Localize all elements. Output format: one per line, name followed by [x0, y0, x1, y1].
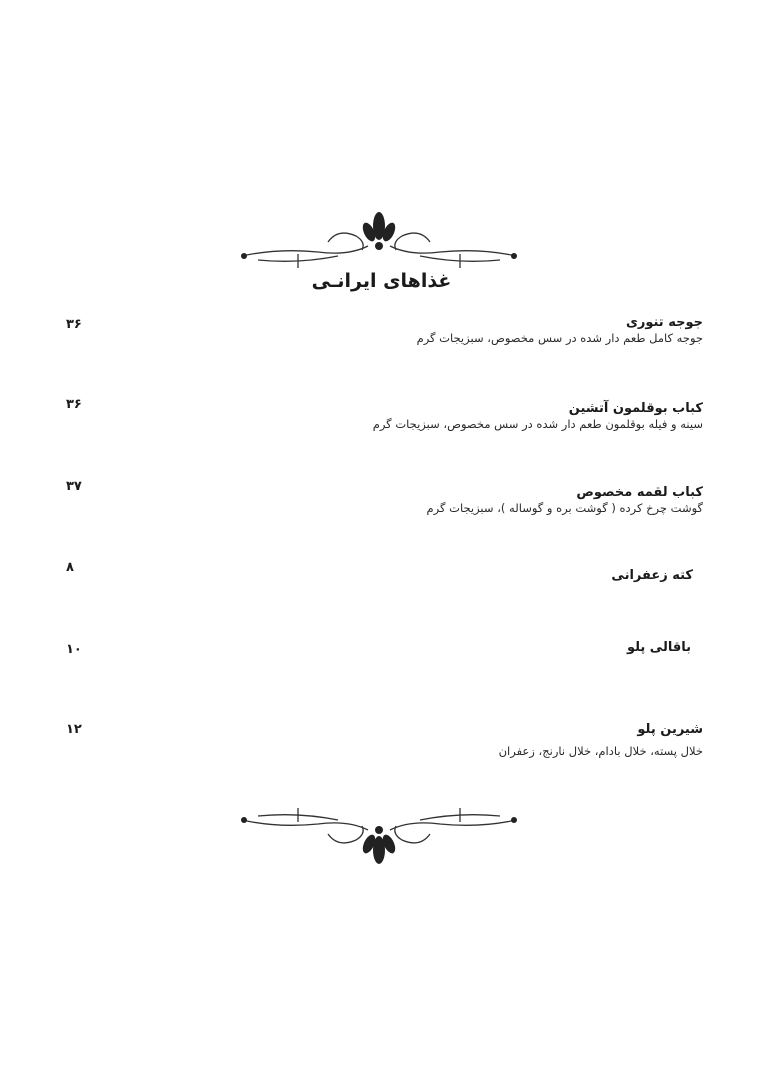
item-price: ۳۷ [66, 479, 82, 494]
item-name: شیرین پلو [637, 722, 703, 737]
item-description: خلال پسته، خلال بادام، خلال نارنج، زعفران [498, 744, 703, 758]
bottom-flourish-divider [238, 800, 520, 870]
item-description: سینه و فیله بوقلمون طعم دار شده در سس مخصوص، سبزیجات گرم [372, 417, 703, 431]
item-price: ۱۰ [66, 642, 82, 657]
item-name: کباب بوقلمون آتشین [568, 401, 703, 416]
menu-item [0, 315, 763, 375]
menu-item [0, 479, 763, 539]
item-name: کباب لقمه مخصوص [576, 485, 703, 500]
item-price: ۳۶ [66, 397, 82, 412]
item-price: ۳۶ [66, 317, 82, 332]
item-name: جوجه تنوری [625, 315, 703, 330]
item-description: گوشت چرخ کرده ( گوشت بره و گوساله )، سبزیجات گرم [426, 501, 703, 515]
item-name: کته زعفرانی [611, 568, 693, 583]
page-title: غذاهای ایرانـی [311, 270, 452, 292]
menu-item [0, 640, 763, 700]
menu-item [0, 560, 763, 620]
top-flourish-divider [238, 206, 520, 276]
menu-item [0, 722, 763, 782]
item-name: باقالی پلو [626, 640, 691, 655]
item-description: جوجه کامل طعم دار شده در سس مخصوص، سبزیجات گرم [416, 331, 703, 345]
menu-item [0, 397, 763, 457]
item-price: ۱۲ [66, 722, 82, 737]
item-price: ۸ [66, 560, 74, 575]
